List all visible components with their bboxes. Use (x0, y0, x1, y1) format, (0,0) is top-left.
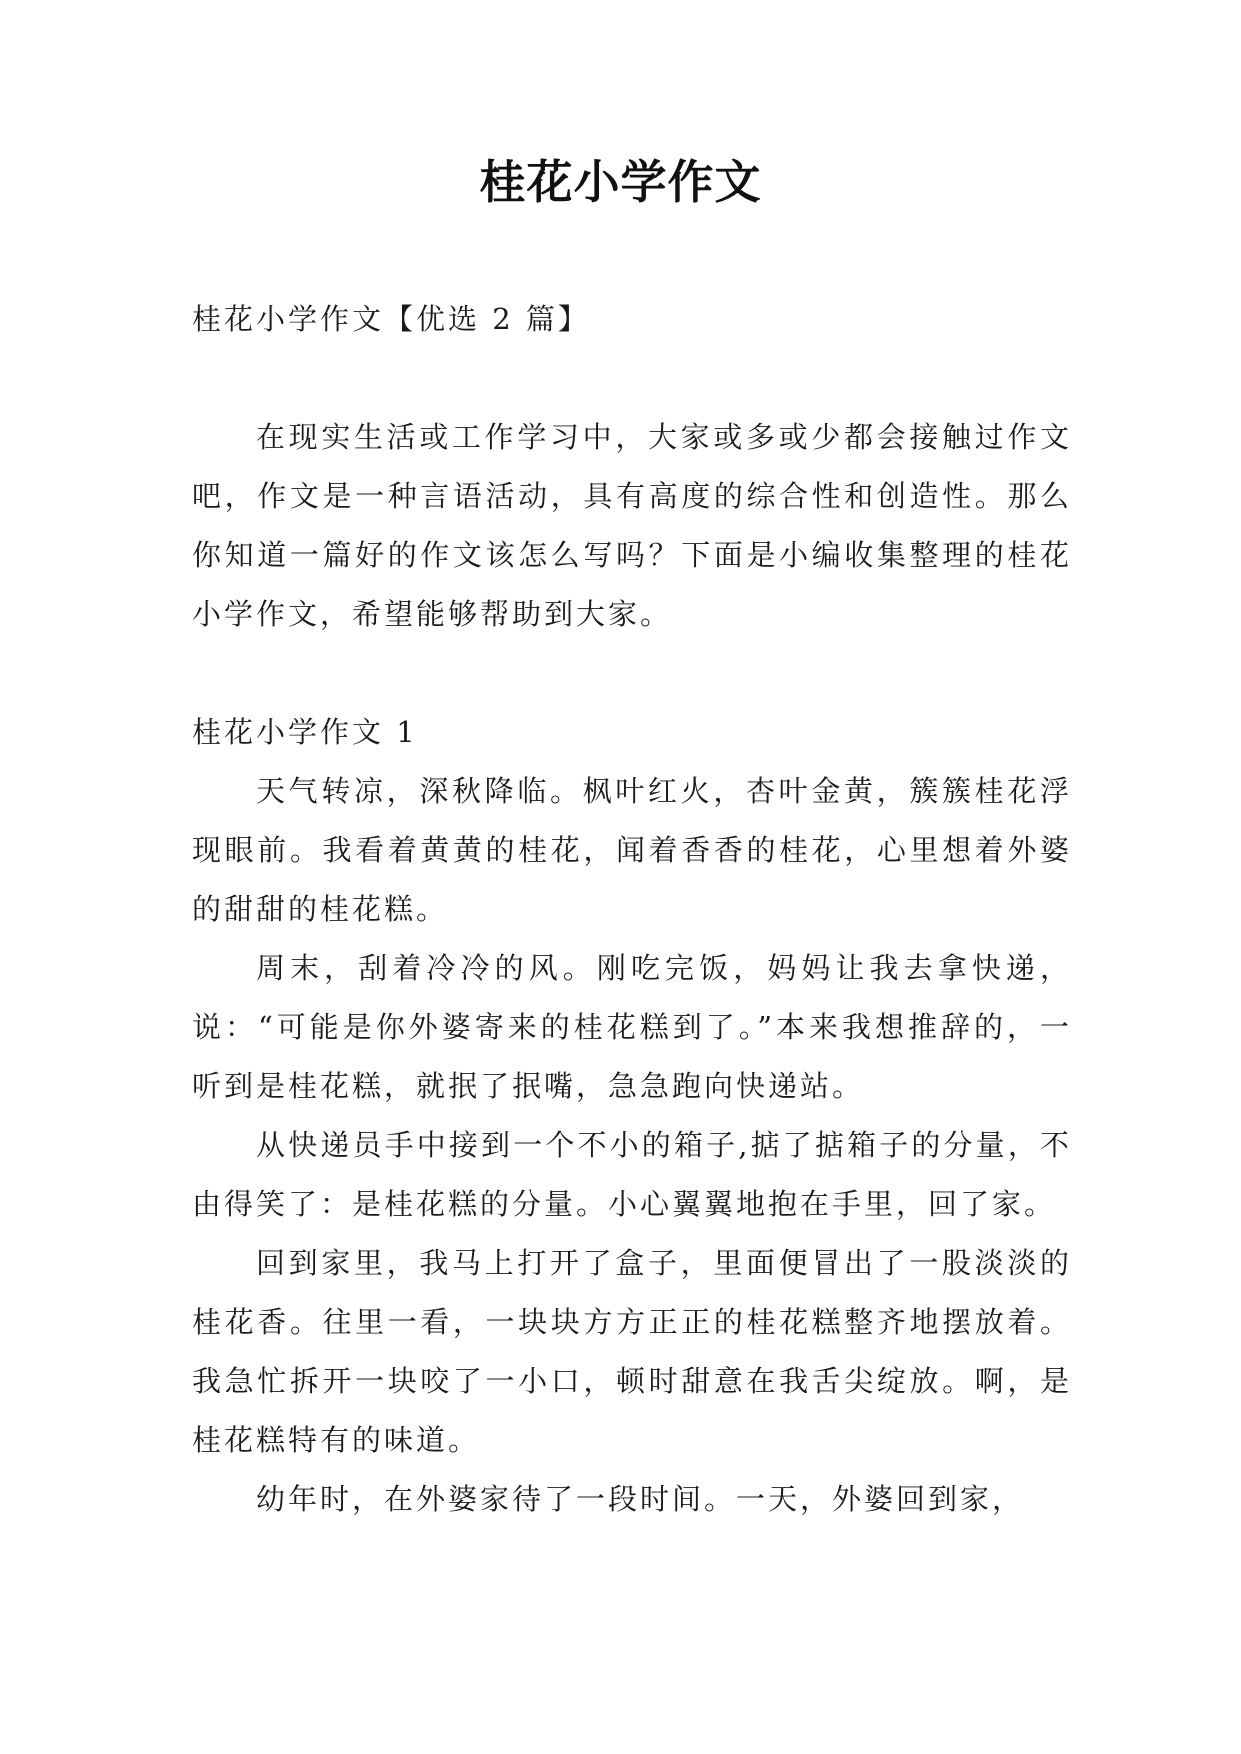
body-paragraph-2: 周末，刮着冷冷的风。刚吃完饭，妈妈让我去拿快递，说：“可能是你外婆寄来的桂花糕到了。”本来我想推辞的，一听到是桂花糕，就抿了抿嘴，急急跑向快递站。 (192, 951, 1072, 1103)
document-subtitle: 桂花小学作文【优选 2 篇】 (192, 302, 590, 336)
section-heading: 桂花小学作文 1 (192, 715, 418, 749)
document-title: 桂花小学作文 (479, 155, 762, 209)
body-paragraph-3: 从快递员手中接到一个不小的箱子,掂了掂箱子的分量，不由得笑了：是桂花糕的分量。小心翼翼地抱在手里，回了家。 (192, 1128, 1072, 1221)
document-body (192, 290, 1072, 1529)
body-paragraph-4: 回到家里，我马上打开了盒子，里面便冒出了一股淡淡的桂花香。往里一看，一块块方方正正的桂花糕整齐地摆放着。我急忙拆开一块咬了一小口，顿时甜意在我舌尖绽放。啊，是桂花糕特有的味道。 (192, 1246, 1072, 1457)
intro-paragraph: 在现实生活或工作学习中，大家或多或少都会接触过作文吧，作文是一种言语活动，具有高度的综合性和创造性。那么你知道一篇好的作文该怎么写吗？下面是小编收集整理的桂花小学作文，希望能够帮助到大家。 (192, 420, 1072, 631)
body-paragraph-5: 幼年时，在外婆家待了一段时间。一天，外婆回到家， (256, 1482, 1025, 1516)
body-paragraph-1: 天气转凉，深秋降临。枫叶红火，杏叶金黄，簇簇桂花浮现眼前。我看着黄黄的桂花，闻着香香的桂花，心里想着外婆的甜甜的桂花糕。 (192, 774, 1072, 926)
